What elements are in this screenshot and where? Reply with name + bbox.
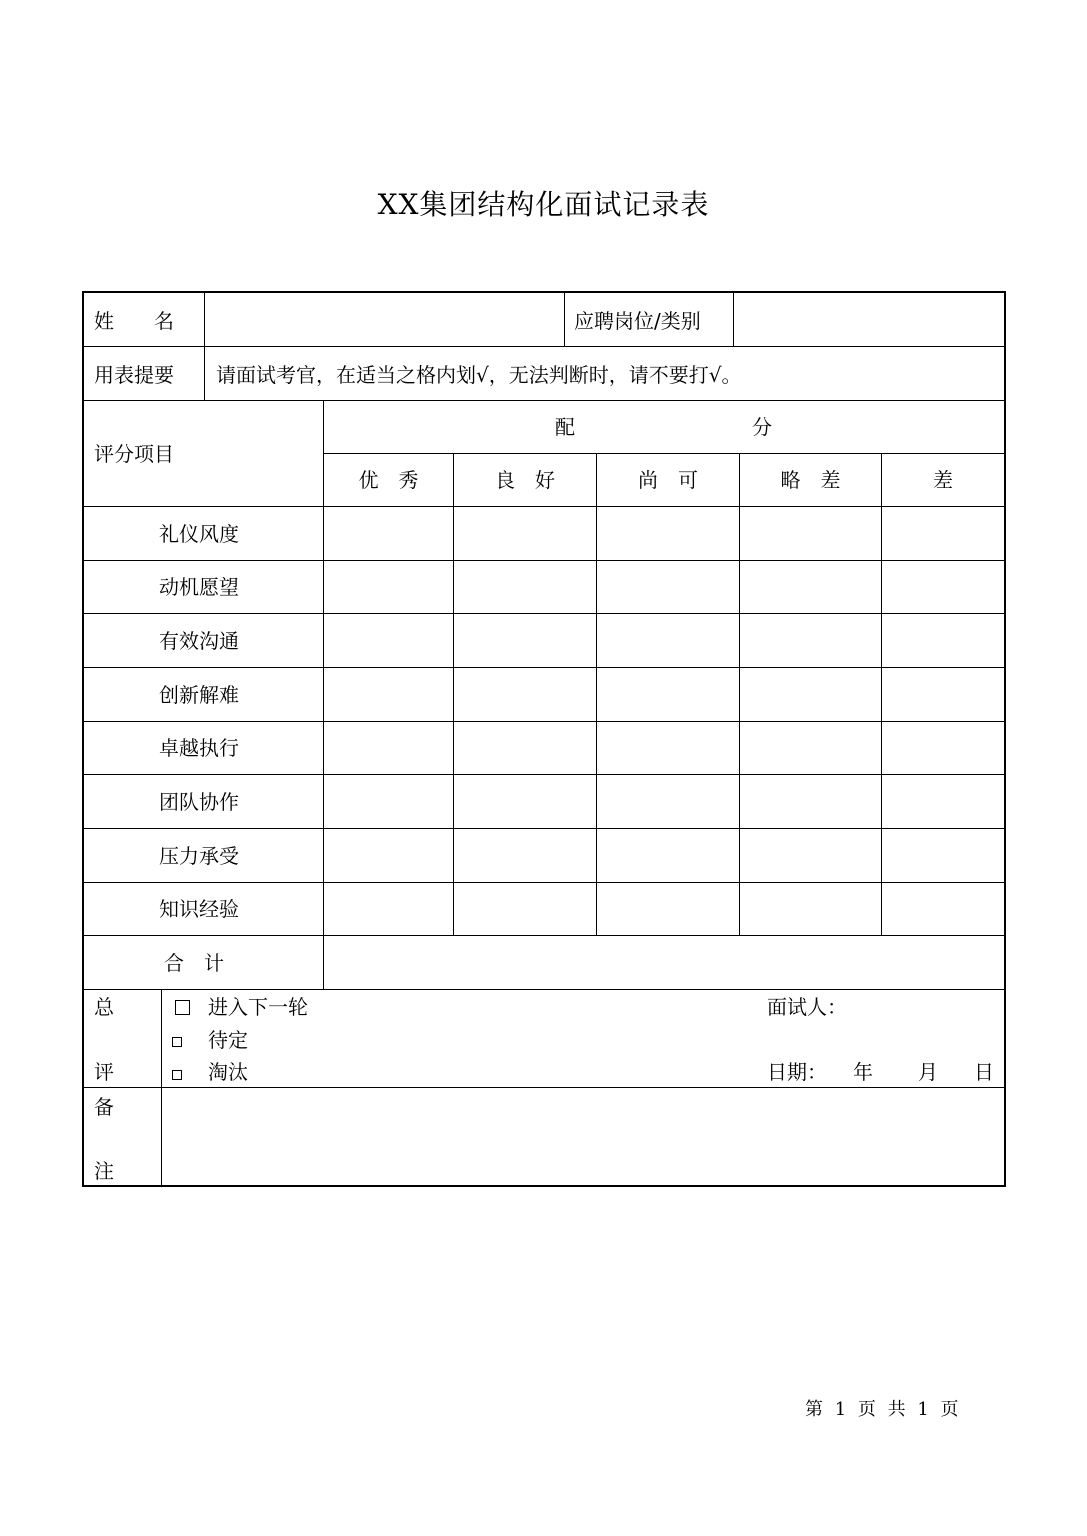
page-title: XX集团结构化面试记录表 <box>377 188 710 221</box>
row-divider <box>84 346 1004 347</box>
usage-label: 用表提要 <box>94 363 174 387</box>
grade-fair: 尚 可 <box>638 468 698 492</box>
row-divider <box>84 882 1004 883</box>
position-label: 应聘岗位/类别 <box>574 309 701 333</box>
checkbox-eliminated[interactable] <box>172 1070 182 1080</box>
item-execution: 卓越执行 <box>159 736 239 760</box>
date-label: 日期： <box>767 1060 827 1084</box>
item-innovation: 创新解难 <box>159 683 239 707</box>
item-knowledge: 知识经验 <box>159 897 239 921</box>
checkbox-pending[interactable] <box>172 1037 182 1047</box>
row-divider <box>84 721 1004 722</box>
grade-slightly-poor: 略 差 <box>780 468 841 492</box>
item-pressure: 压力承受 <box>159 844 239 868</box>
col-divider <box>564 293 565 346</box>
row-divider <box>84 560 1004 561</box>
row-divider <box>84 828 1004 829</box>
row-divider <box>84 400 1004 401</box>
row-divider <box>84 774 1004 775</box>
score-header-right: 分 <box>752 415 772 439</box>
col-divider <box>204 293 205 400</box>
remark-label-bottom: 注 <box>94 1159 114 1183</box>
summary-label-top: 总 <box>94 995 114 1019</box>
page-footer: 第 1 页 共 1 页 <box>805 1399 962 1420</box>
option-next-round: 进入下一轮 <box>208 995 308 1019</box>
total-label: 合 计 <box>164 951 224 975</box>
option-eliminated: 淘汰 <box>208 1060 248 1084</box>
item-communication: 有效沟通 <box>159 629 239 653</box>
grade-excellent: 优 秀 <box>358 468 419 492</box>
col-divider <box>739 453 740 935</box>
item-teamwork: 团队协作 <box>159 790 239 814</box>
item-etiquette: 礼仪风度 <box>159 522 239 546</box>
row-divider <box>84 989 1004 990</box>
row-divider <box>84 1087 1004 1088</box>
col-divider <box>161 989 162 1185</box>
score-header-left: 配 <box>555 415 575 439</box>
interview-record-form <box>82 291 1006 1187</box>
usage-text: 请面试考官，在适当之格内划√，无法判断时，请不要打√。 <box>216 363 742 387</box>
row-divider <box>84 506 1004 507</box>
score-item-label: 评分项目 <box>94 442 174 466</box>
remark-label-top: 备 <box>94 1095 114 1119</box>
interviewer-label: 面试人： <box>767 995 847 1019</box>
row-divider <box>84 613 1004 614</box>
col-divider <box>596 453 597 935</box>
col-divider <box>733 293 734 346</box>
item-motivation: 动机愿望 <box>159 575 239 599</box>
month-label: 月 <box>918 1060 938 1084</box>
option-pending: 待定 <box>208 1028 248 1052</box>
day-label: 日 <box>974 1060 994 1084</box>
row-divider <box>323 453 1004 454</box>
name-label: 姓 名 <box>94 309 174 333</box>
grade-good: 良 好 <box>495 468 555 492</box>
grade-poor: 差 <box>933 468 953 492</box>
col-divider <box>453 453 454 935</box>
row-divider <box>84 667 1004 668</box>
summary-label-bottom: 评 <box>94 1060 114 1084</box>
year-label: 年 <box>853 1060 873 1084</box>
col-divider <box>881 453 882 935</box>
checkbox-next-round[interactable] <box>175 1000 190 1015</box>
row-divider <box>84 935 1004 936</box>
